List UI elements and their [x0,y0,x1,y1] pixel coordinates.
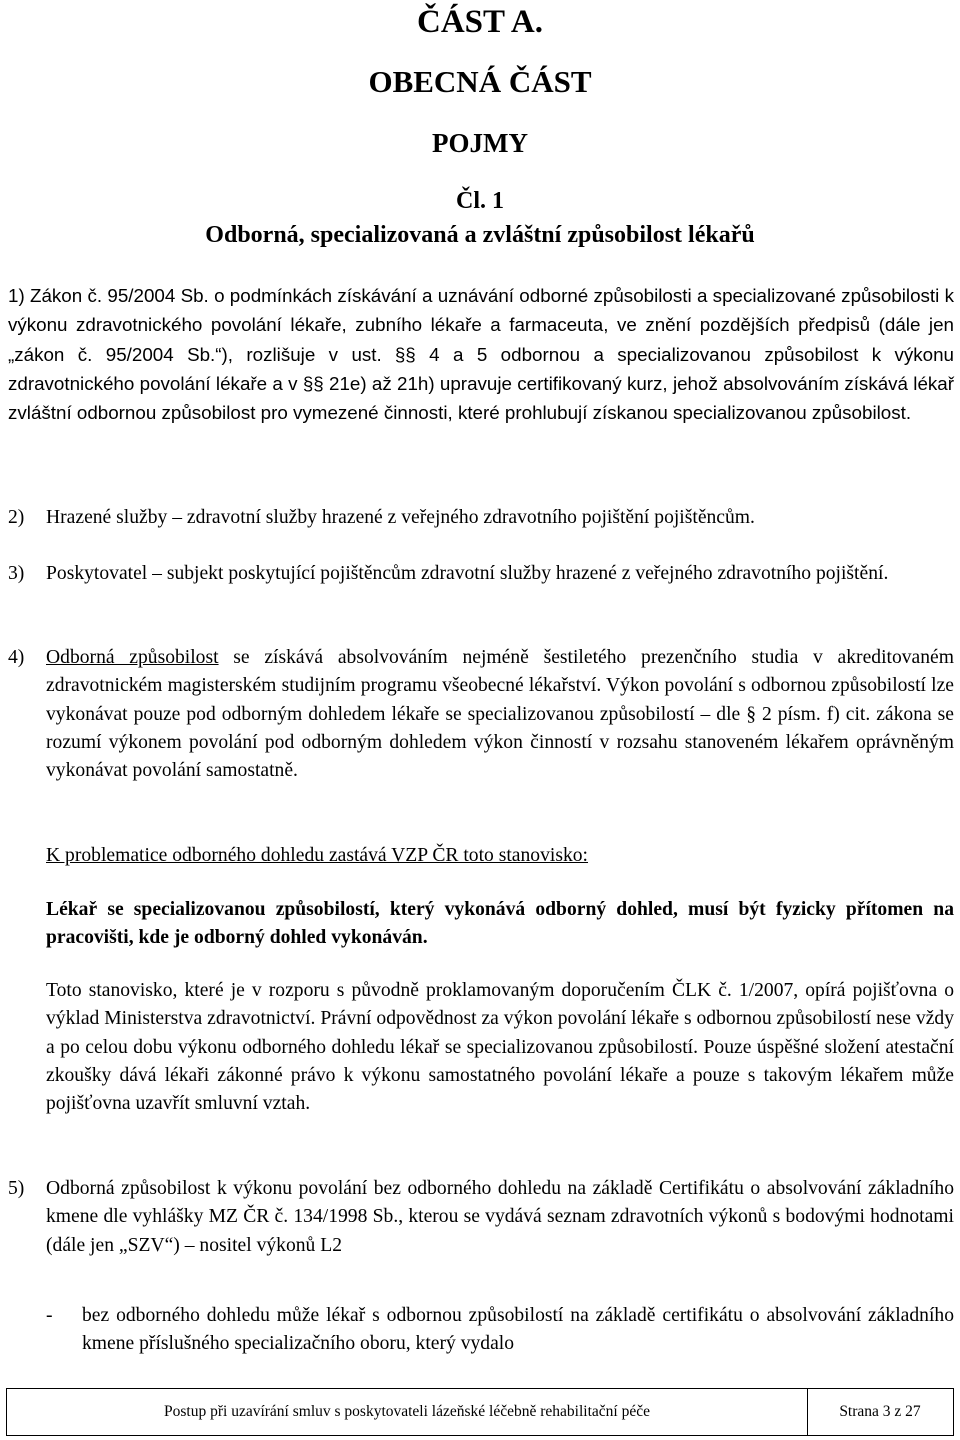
item-3-number: 3) [8,563,25,584]
item-4 [8,644,954,785]
item-1-text-b: §§ 4 a 5 odbornou a specializovanou způsobilost k výkonu zdravotnického povolání lékaře a v §§ 21e) až 21h) upravuje certifikovaný kurz, jehož absolvováním získává lékař zvláštní odbornou způsobilost pro vymezené činnosti, které prohlubují získanou specializovanou způsobilost. [8,343,954,424]
dash-item-text: bez odborného dohledu může lékař s odbornou způsobilostí na základě certifikátu o absolvování základního kmene příslušného specializačního oboru, který vydalo [82,1305,954,1355]
dash-list-item [46,1302,954,1359]
stance-paragraph: Toto stanovisko, které je v rozporu s původně proklamovaným doporučením ČLK č. 1/2007, opírá pojišťovna o výklad Ministerstva zdravotnictví. Právní odpovědnost za výkon povolání lékaře s odbornou způsobilostí nese vždy a po celou dobu výkonu odborného dohledu lékař se specializovanou způsobilostí. Pouze úspěšné složení atestační zkoušky dává lékaři zákonné právo k výkonu samostatného povolání lékaře a pouze s takovým lékařem může pojišťovna uzavřít smluvní vztah. [46,980,954,1115]
item-1-text-a: Zákon č. 95/2004 Sb. o podmínkách získávání a uznávání odborné způsobilosti a specializované způsobilosti k výkonu zdravotnického povolání lékaře, zubního lékaře a farmaceuta, ve znění pozdějších předpisů (dále jen „zákon č. 95/2004 Sb.“), rozlišuje v ust. [8,285,954,365]
item-3 [8,560,954,588]
item-4-term: Odborná způsobilost [46,647,219,668]
item-4-number: 4) [8,647,25,668]
stance-heading: K problematice odborného dohledu zastává VZP ČR toto stanovisko: [46,845,589,866]
item-2 [8,504,954,532]
item-3-text: Poskytovatel – subjekt poskytující pojištěncům zdravotní služby hrazené z veřejného zdravotního pojištění. [46,563,889,584]
footer-page-number: Strana 3 z 27 [839,1403,921,1420]
part-heading: ČÁST A. [417,4,543,40]
article-number: Čl. 1 [456,188,504,214]
footer-title: Postup při uzavírání smluv s poskytovateli lázeňské léčebně rehabilitační péče [7,1389,808,1435]
item-4-text: se získává absolvováním nejméně šestiletého prezenčního studia v akreditovaném zdravotnickém magisterském studijním programu všeobecné lékařství. Výkon povolání s odbornou způsobilostí lze vykonávat pouze pod odborným dohledem lékaře se specializovanou způsobilostí – dle § 2 písm. f) cit. zákona se rozumí výkonem povolání pod odborným dohledem výkon činností v rozsahu stanoveném lékařem oprávněným vykonávat povolání samostatně. [46,647,954,782]
item-1 [8,282,954,428]
article-title: Odborná, specializovaná a zvláštní způsobilost lékařů [205,222,755,248]
stance-bold-statement: Lékař se specializovanou způsobilostí, který vykonává odborný dohled, musí být fyzicky přítomen na pracovišti, kde je odborný dohled vykonáván. [46,899,954,949]
dash-bullet: - [46,1305,53,1326]
item-1-number: 1) [8,285,25,306]
item-2-number: 2) [8,507,25,528]
terms-heading: POJMY [432,128,528,158]
item-5 [8,1175,954,1260]
general-part-heading: OBECNÁ ČÁST [368,64,592,99]
item-5-number: 5) [8,1178,25,1199]
item-2-text: Hrazené služby – zdravotní služby hrazené z veřejného zdravotního pojištění pojištěncům. [46,507,755,528]
page-footer [6,1388,954,1436]
item-5-text: Odborná způsobilost k výkonu povolání bez odborného dohledu na základě Certifikátu o absolvování základního kmene dle vyhlášky MZ ČR č. 134/1998 Sb., kterou se vydává seznam zdravotních výkonů s bodovými hodnotami (dále jen „SZV“) – nositel výkonů L2 [46,1178,954,1256]
